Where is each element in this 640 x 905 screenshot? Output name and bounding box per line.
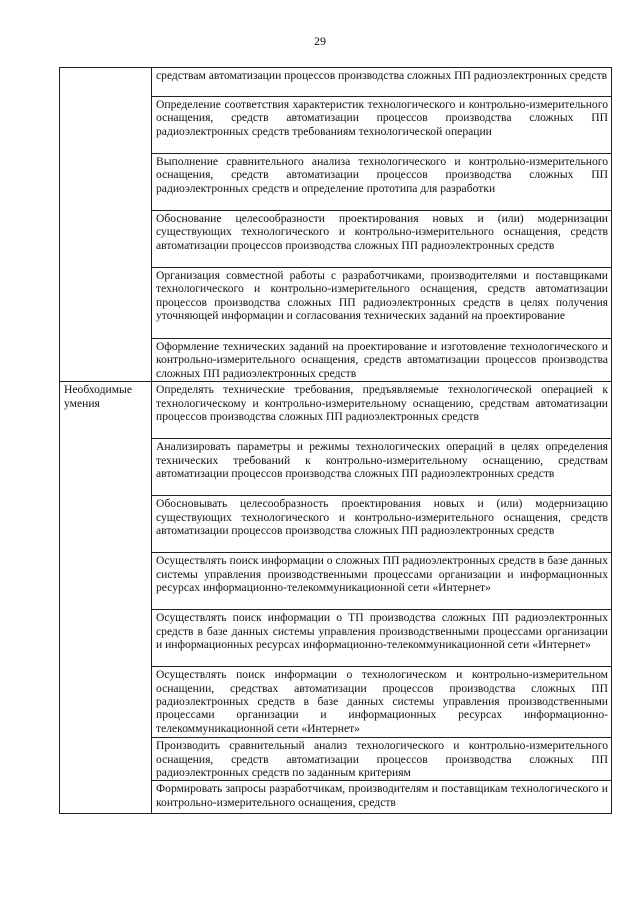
cell-text: Определять технические требования, предъявляемые технологической операцией к технологическому и контрольно-измерительному оснащению, средствам автоматизации процессов производства сложных ПП радиоэлектронных средств bbox=[156, 383, 608, 424]
cell-text: Оформление технических заданий на проектирование и изготовление технологического и контрольно-измерительного оснащения, средств автоматизации процессов производства сложных ПП радиоэлектронных средств bbox=[156, 340, 608, 380]
table-cell bbox=[152, 553, 612, 610]
cell-text: Формировать запросы разработчикам, производителям и поставщикам технологического и контрольно-измерительного оснащения, средств bbox=[156, 782, 608, 809]
table-cell bbox=[152, 382, 612, 439]
table-cell bbox=[152, 211, 612, 268]
table-row bbox=[60, 382, 612, 439]
cell-text: средствам автоматизации процессов производства сложных ПП радиоэлектронных средств bbox=[156, 69, 608, 82]
cell-text: Осуществлять поиск информации о ТП производства сложных ПП радиоэлектронных средств в базе данных системы управления производственными процессами организации и информационных ресурсах информационно-телекоммуникационной сети «Интернет» bbox=[156, 611, 608, 652]
table-cell bbox=[152, 97, 612, 154]
table-cell bbox=[152, 68, 612, 97]
table-cell bbox=[152, 268, 612, 339]
cell-text: Организация совместной работы с разработчиками, производителями и поставщиками технологического и контрольно-измерительного оснащения, средств автоматизации процессов производства сложных ПП радиоэлектронных средств в целях получения уточняющей информации и согласования технических заданий на проектирование bbox=[156, 269, 608, 323]
cell-text: Осуществлять поиск информации о технологическом и контрольно-измерительном оснащении, средствах автоматизации процессов производства сложных ПП радиоэлектронных средств в базе данных системы управления производственными процессами организации и информационных ресурсах информационно-телекоммуникационной сети «Интернет» bbox=[156, 668, 608, 735]
table-cell bbox=[152, 154, 612, 211]
table-cell bbox=[152, 339, 612, 382]
section-label: Необходимые умения bbox=[60, 382, 152, 814]
competency-table bbox=[59, 67, 612, 814]
section-label bbox=[60, 68, 152, 382]
table-cell bbox=[152, 439, 612, 496]
cell-text: Производить сравнительный анализ технологического и контрольно-измерительного оснащения, средств автоматизации процессов производства сложных ПП радиоэлектронных средств по заданным критериям bbox=[156, 739, 608, 780]
table-cell bbox=[152, 496, 612, 553]
cell-text: Определение соответствия характеристик технологического и контрольно-измерительного оснащения, средств автоматизации процессов производства сложных ПП радиоэлектронных средств требованиям технологической операции bbox=[156, 98, 608, 138]
cell-text: Выполнение сравнительного анализа технологического и контрольно-измерительного оснащения, средств автоматизации процессов производства сложных ПП радиоэлектронных средств и определение прототипа для разработки bbox=[156, 155, 608, 195]
table-cell bbox=[152, 781, 612, 814]
table-cell bbox=[152, 610, 612, 667]
table-cell bbox=[152, 667, 612, 738]
page-number: 29 bbox=[314, 34, 326, 48]
table-cell bbox=[152, 738, 612, 781]
cell-text: Обоснование целесообразности проектирования новых и (или) модернизации существующих технологического и контрольно-измерительного оснащения, средств автоматизации процессов производства сложных ПП радиоэлектронных средств bbox=[156, 212, 608, 252]
cell-text: Обосновывать целесообразность проектирования новых и (или) модернизацию существующих технологического и контрольно-измерительного оснащения, средств автоматизации процессов производства сложных ПП радиоэлектронных средств bbox=[156, 497, 608, 538]
cell-text: Анализировать параметры и режимы технологических операций в целях определения технических требований к контрольно-измерительному оснащению, средствам автоматизации процессов производства сложных ПП радиоэлектронных средств bbox=[156, 440, 608, 481]
table-row bbox=[60, 68, 612, 97]
cell-text: Осуществлять поиск информации о сложных ПП радиоэлектронных средств в базе данных системы управления производственными процессами организации и информационных ресурсах информационно-телекоммуникационной сети «Интернет» bbox=[156, 554, 608, 595]
